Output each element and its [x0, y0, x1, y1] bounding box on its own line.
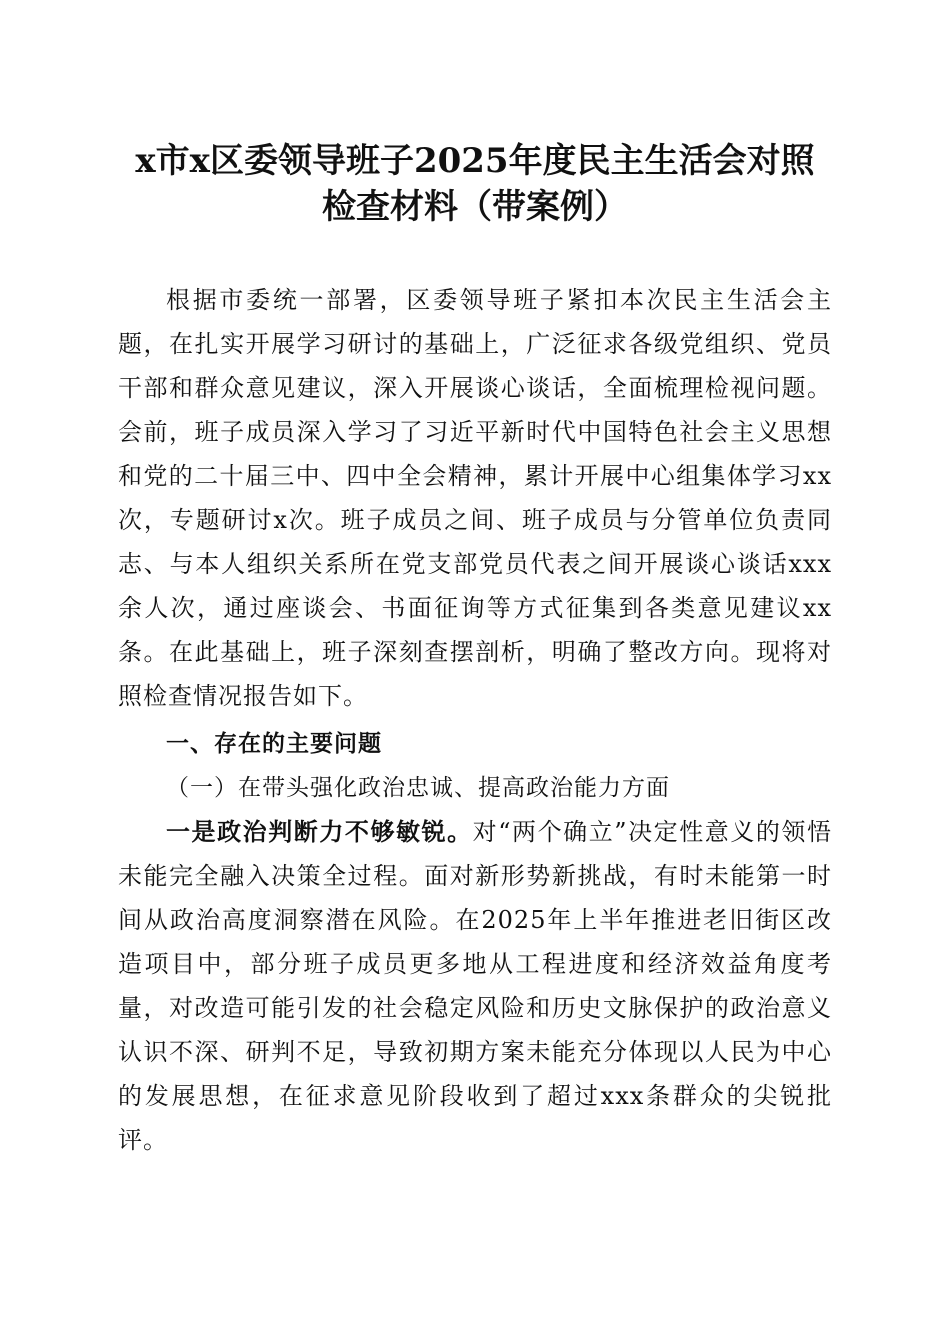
document-title — [100, 138, 850, 230]
title-line-2: 检查材料（带案例） — [322, 187, 628, 227]
point-paragraph — [118, 810, 832, 1162]
point-text: 对“两个确立”决定性意义的领悟未能完全融入决策全过程。面对新形势新挑战，有时未能第一时间从政治高度洞察潜在风险。在2025年上半年推进老旧街区改造项目中，部分班子成员更多地从工程进度和经济效益角度考量，对改造可能引发的社会稳定风险和历史文脉保护的政治意义认识不深、研判不足，导致初期方案未能充分体现以人民为中心的发展思想，在征求意见阶段收到了超过xxx条群众的尖锐批评。 — [118, 818, 832, 1154]
section-heading: 一、存在的主要问题 — [166, 731, 382, 757]
intro-paragraph: 根据市委统一部署，区委领导班子紧扣本次民主生活会主题，在扎实开展学习研讨的基础上，广泛征求各级党组织、党员干部和群众意见建议，深入开展谈心谈话，全面梳理检视问题。会前，班子成员深入学习了习近平新时代中国特色社会主义思想和党的二十届三中、四中全会精神，累计开展中心组集体学习xx次，专题研讨x次。班子成员之间、班子成员与分管单位负责同志、与本人组织关系所在党支部党员代表之间开展谈心谈话xxx余人次，通过座谈会、书面征询等方式征集到各类意见建议xx条。在此基础上，班子深刻查摆剖析，明确了整改方向。现将对照检查情况报告如下。 — [118, 286, 832, 710]
title-line-1: x市x区委领导班子2025年度民主生活会对照 — [135, 141, 815, 181]
document-body — [118, 278, 832, 1162]
point-lead: 一是政治判断力不够敏锐。 — [166, 818, 473, 846]
subsection-heading: （一）在带头强化政治忠诚、提高政治能力方面 — [166, 775, 670, 801]
